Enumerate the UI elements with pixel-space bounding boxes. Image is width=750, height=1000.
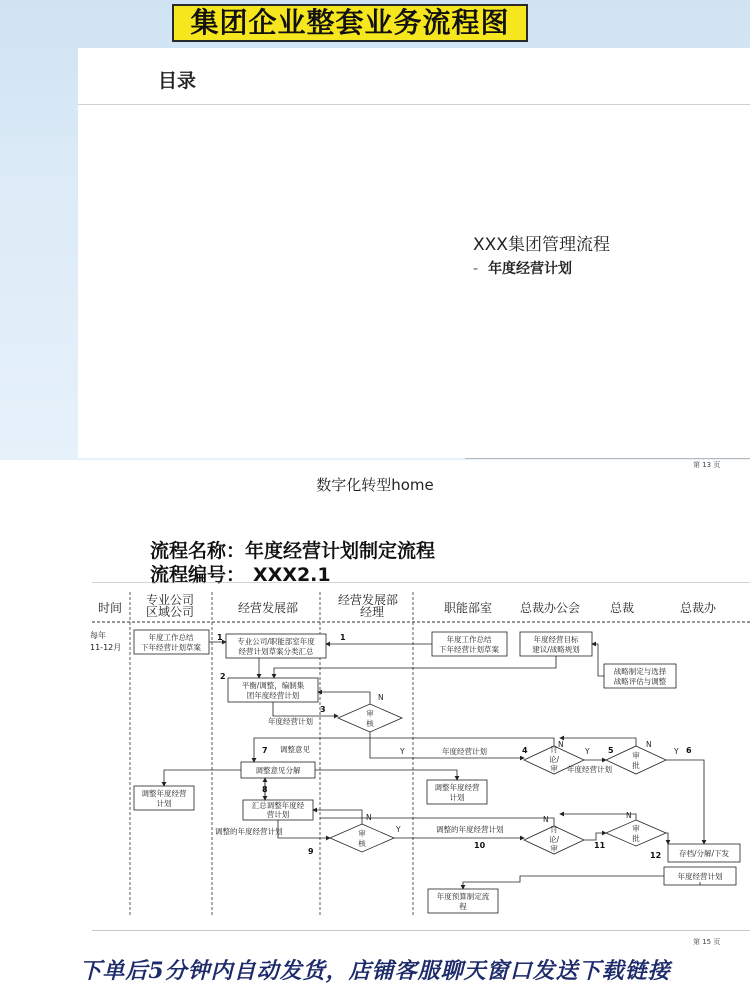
header-mgr1: 经营发展部: [338, 593, 399, 607]
label-plan-2: 年度经营计划: [442, 747, 487, 756]
label-yes-3: Y: [674, 747, 679, 756]
toc-title: 目录: [158, 70, 197, 92]
step-10: 10: [474, 841, 486, 850]
flowchart: [0, 582, 750, 932]
d1-shen: 审: [366, 709, 374, 718]
label-yes-2: Y: [585, 747, 590, 756]
step-5: 5: [608, 746, 614, 755]
b7: 调整意见分解: [255, 766, 301, 775]
header-office: 总裁办公会: [520, 601, 581, 615]
d2-tao: 讨: [550, 745, 558, 754]
conn-20: [584, 833, 606, 840]
b9a: 调整年度经营: [434, 783, 480, 792]
step-9: 9: [308, 847, 314, 856]
step-1b: 1: [340, 633, 346, 642]
d6-shen: 审: [632, 824, 640, 833]
label-no-3: N: [646, 740, 652, 749]
header-spec2: 区域公司: [146, 605, 195, 619]
conn-3: [274, 656, 556, 678]
b6b: 团年度经营计划: [246, 691, 300, 700]
subtitle-dash: -: [473, 261, 479, 277]
b3b: 下年经营计划草案: [439, 645, 499, 654]
b1b: 下年经营计划草案: [141, 643, 201, 652]
step-11: 11: [594, 841, 606, 850]
conn-21: [666, 833, 668, 844]
label-plan-1: 年度经营计划: [268, 717, 313, 726]
label-no-1: N: [378, 693, 384, 702]
conn-25: [463, 876, 664, 889]
b2a: 专业公司/职能部室年度: [237, 637, 315, 646]
time-year: 每年: [90, 631, 106, 640]
toc-slide-header: [78, 48, 750, 105]
process-code-value: XXX2.1: [253, 564, 331, 586]
d1-he: 核: [366, 719, 374, 728]
step-3: 3: [320, 705, 326, 714]
label-no-5: N: [543, 815, 549, 824]
b8a: 调整年度经营: [141, 789, 187, 798]
subtitle-text: 年度经营计划: [488, 261, 573, 277]
b13b: 程: [459, 902, 467, 911]
promo-text: 下单后5分钟内自动发货，店铺客服聊天窗口发送下载链接: [79, 958, 671, 984]
process-code-label: 流程编号：: [150, 564, 246, 586]
step-7: 7: [262, 746, 268, 755]
d3-shen: 审: [632, 751, 640, 760]
conn-23: [560, 814, 636, 820]
process-name: 流程名称：年度经营计划制定流程: [150, 540, 436, 562]
b9b: 计划: [449, 793, 465, 802]
label-yes-1: Y: [400, 747, 405, 756]
b3a: 年度工作总结: [446, 635, 492, 644]
header-func: 职能部室: [444, 601, 493, 615]
b10b: 营计划: [266, 810, 290, 819]
banner-title: 集团企业整套业务流程图: [172, 4, 528, 42]
step-12: 12: [650, 851, 662, 860]
header-dept: 经营发展部: [238, 601, 299, 615]
conn-13: [164, 770, 241, 786]
d2-shen: 审: [550, 764, 558, 773]
step-4: 4: [522, 746, 528, 755]
b8b: 计划: [156, 799, 172, 808]
conn-14: [315, 770, 457, 780]
d5-tao: 讨: [550, 825, 558, 834]
b6a: 平衡/调整，编制集: [241, 681, 305, 690]
time-months: 11-12月: [90, 643, 122, 652]
d6-pi: 批: [632, 834, 640, 843]
label-adjusted-1: 调整的年度经营计划: [215, 827, 283, 836]
label-plan-3: 年度经营计划: [567, 765, 612, 774]
conn-4: [592, 644, 604, 676]
label-no-6: N: [626, 811, 632, 820]
b4a: 年度经营目标: [533, 635, 579, 644]
b5b: 战略评估与调整: [613, 677, 667, 686]
conn-17: [278, 820, 330, 838]
conn-6: [273, 702, 338, 716]
header-ceo-office: 总裁办: [680, 601, 717, 615]
mgmt-process-title: XXX集团管理流程: [473, 235, 610, 255]
conn-12: [666, 760, 704, 844]
caption: 数字化转型home: [316, 476, 434, 494]
d2-lun: 论/: [548, 755, 560, 764]
label-opinion: 调整意见: [280, 745, 310, 754]
b12: 年度经营计划: [677, 872, 723, 881]
label-no-4: N: [366, 813, 372, 822]
b11: 存档/分解/下发: [678, 849, 730, 858]
header-spec1: 专业公司: [146, 593, 195, 607]
b2b: 经营计划草案分类汇总: [238, 647, 314, 656]
mgmt-process-subtitle: [473, 258, 572, 278]
label-no-2: N: [558, 740, 564, 749]
d4-shen: 审: [358, 829, 366, 838]
header-mgr2: 经理: [360, 605, 385, 619]
b10a: 汇总调整年度经: [251, 801, 305, 810]
b13a: 年度预算制定流: [436, 892, 490, 901]
step-1a: 1: [217, 633, 223, 642]
conn-7: [318, 692, 370, 704]
toc-slide: [78, 48, 750, 458]
d3-pi: 批: [632, 761, 640, 770]
slide2-footer-line: [92, 930, 750, 931]
b5a: 战略制定与选择: [613, 667, 667, 676]
label-yes-4: Y: [396, 825, 401, 834]
header-ceo: 总裁: [610, 601, 635, 615]
slide1-page-number: 第 13 页: [693, 461, 721, 469]
header-time: 时间: [98, 601, 123, 615]
step-8: 8: [262, 785, 268, 794]
b4b: 建议/战略规划: [532, 645, 580, 654]
d4-he: 核: [358, 839, 366, 848]
b1a: 年度工作总结: [148, 633, 194, 642]
label-adjusted-2: 调整的年度经营计划: [436, 825, 504, 834]
step-2: 2: [220, 672, 226, 681]
step-6: 6: [686, 746, 692, 755]
d5-lun: 论/: [548, 835, 560, 844]
slide2-page-number: 第 15 页: [693, 938, 721, 946]
slide1-footer-line: [465, 458, 750, 459]
d5-shen: 审: [550, 844, 558, 853]
conn-11: [560, 738, 636, 746]
